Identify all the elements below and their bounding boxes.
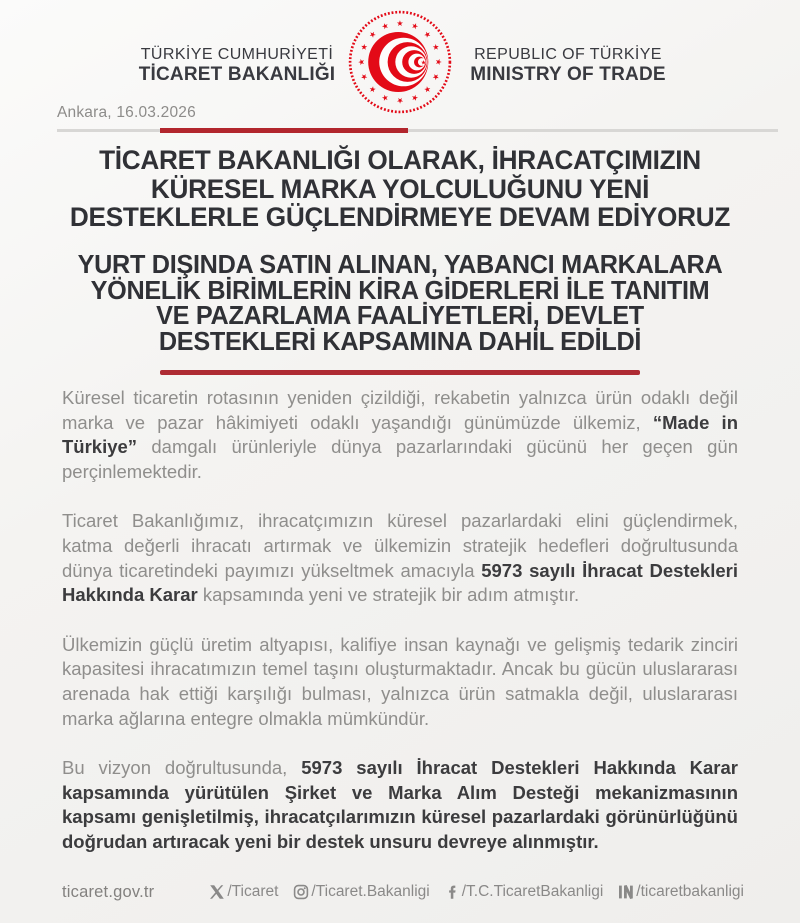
svg-text:★: ★	[356, 58, 366, 66]
svg-text:★: ★	[366, 83, 379, 96]
svg-text:★: ★	[421, 28, 434, 41]
org-line-1-en: REPUBLIC OF TÜRKİYE	[474, 46, 662, 63]
ministry-of-trade-emblem-icon	[347, 9, 453, 115]
social-link-nsosyal[interactable]	[618, 883, 744, 901]
org-line-2-tr: TİCARET BAKANLIĞI	[138, 64, 336, 85]
paragraph	[62, 633, 738, 731]
paragraph-bold-text: 5973 sayılı İhracat Destekleri Hakkında Karar	[62, 559, 738, 606]
dateline: Ankara, 16.03.2026	[57, 104, 196, 121]
ministry-name-turkish	[122, 46, 352, 85]
svg-text:★: ★	[396, 18, 404, 28]
facebook-icon	[445, 884, 460, 900]
svg-text:★: ★	[430, 42, 442, 53]
svg-text:★: ★	[434, 58, 444, 66]
social-link-x[interactable]	[209, 883, 278, 901]
org-line-1-tr: TÜRKİYE CUMHURİYETİ	[140, 46, 334, 63]
secondary-headline-line: DESTEKLERİ KAPSAMINA DAHİL EDİLDİ	[158, 325, 642, 356]
paragraph-bold-text: 5973 sayılı İhracat Destekleri Hakkında Karar kapsamında yürütülen Şirket ve Marka Alım Desteği mekanizmasının kapsamı genişletilmiş, ihracatçılarımızın küresel pazarlardaki görünürlüğünü doğrudan artıracak yeni bir destek unsuru devreye alınmıştır.	[62, 757, 738, 852]
instagram-icon	[293, 884, 309, 900]
social-handle: /T.C.TicaretBakanligi	[461, 883, 604, 900]
ministry-name-english	[453, 46, 683, 85]
social-handle: /Ticaret	[227, 883, 279, 900]
website-link[interactable]: ticaret.gov.tr	[62, 882, 155, 901]
svg-text:★: ★	[380, 20, 391, 32]
footer	[62, 879, 744, 905]
paragraph-text: Küresel ticaretin rotasının yeniden çizildiği, rekabetin yalnızca ürün odaklı değil marka ve pazar hâkimiyeti odaklı yaşandığı günümüzde ülkemiz,	[62, 387, 738, 433]
social-handle: /ticaretbakanligi	[636, 883, 744, 900]
header-divider	[57, 129, 778, 132]
svg-text:★: ★	[396, 96, 404, 106]
svg-text:★: ★	[420, 59, 427, 67]
body-copy	[62, 386, 738, 880]
paragraph	[62, 756, 738, 854]
svg-text:★: ★	[421, 83, 434, 96]
org-line-2-en: MINISTRY OF TRADE	[470, 64, 666, 85]
svg-text:★: ★	[409, 20, 420, 32]
svg-text:★: ★	[430, 71, 442, 82]
svg-text:★: ★	[409, 92, 420, 104]
paragraph-text: Ülkemizin güçlü üretim altyapısı, kalifiye insan kaynağı ve gelişmiş tedarik zinciri kapasitesi ihracatımızın temel taşını oluşturmaktadır. Ancak bu gücün uluslararası arenada hak ettiği karşılığı bulması, yalnızca ürün satmakla değil, uluslararası marka ağlarına entegre olmakla mümkündür.	[62, 633, 738, 729]
svg-text:★: ★	[366, 28, 379, 41]
secondary-headline	[49, 249, 751, 356]
paragraph	[62, 509, 738, 607]
primary-headline-line: KÜRESEL MARKA YOLCULUĞUNU YENİ	[150, 173, 650, 204]
primary-headline	[49, 146, 751, 232]
secondary-headline-line: YURT DIŞINDA SATIN ALINAN, YABANCI MARKALARA	[77, 249, 723, 279]
paragraph-text: Bu vizyon doğrultusunda,	[62, 757, 302, 779]
svg-text:★: ★	[358, 42, 370, 53]
secondary-headline-line: YÖNELİK BİRİMLERİN KİRA GİDERLERİ İLE TANITIM	[90, 274, 710, 305]
paragraph-text: kapsamında yeni ve stratejik bir adım atmıştır.	[197, 584, 580, 606]
social-link-facebook[interactable]	[445, 883, 604, 901]
paragraph-bold-text: “Made in Türkiye”	[62, 411, 738, 458]
paragraph	[62, 386, 738, 484]
social-links	[209, 883, 744, 901]
primary-headline-line: TİCARET BAKANLIĞI OLARAK, İHRACATÇIMIZIN	[99, 145, 701, 175]
paragraph-text: Ticaret Bakanlığımız, ihracatçımızın küresel pazarlardaki elini güçlendirmek, katma değerli ihracatı artırmak ve ülkemizin stratejik hedefleri doğrultusunda dünya ticaretindeki payımızı yükseltmek amacıyla	[62, 510, 738, 581]
primary-headline-line: DESTEKLERLE GÜÇLENDİRMEYE DEVAM EDİYORUZ	[69, 202, 731, 232]
x-twitter-icon	[209, 884, 225, 900]
svg-text:★: ★	[358, 71, 370, 82]
svg-text:★: ★	[380, 92, 391, 104]
nsosyal-icon	[618, 884, 634, 900]
header-divider-red-segment	[160, 128, 408, 133]
red-rule-divider	[160, 370, 640, 375]
paragraph-text: damgalı ürünleriyle dünya pazarlarındaki gücünü her geçen gün perçinlemektedir.	[62, 436, 738, 482]
secondary-headline-line: VE PAZARLAMA FAALİYETLERİ, DEVLET	[156, 300, 644, 331]
social-handle: /Ticaret.Bakanligi	[311, 883, 430, 900]
social-link-instagram[interactable]	[293, 883, 429, 901]
